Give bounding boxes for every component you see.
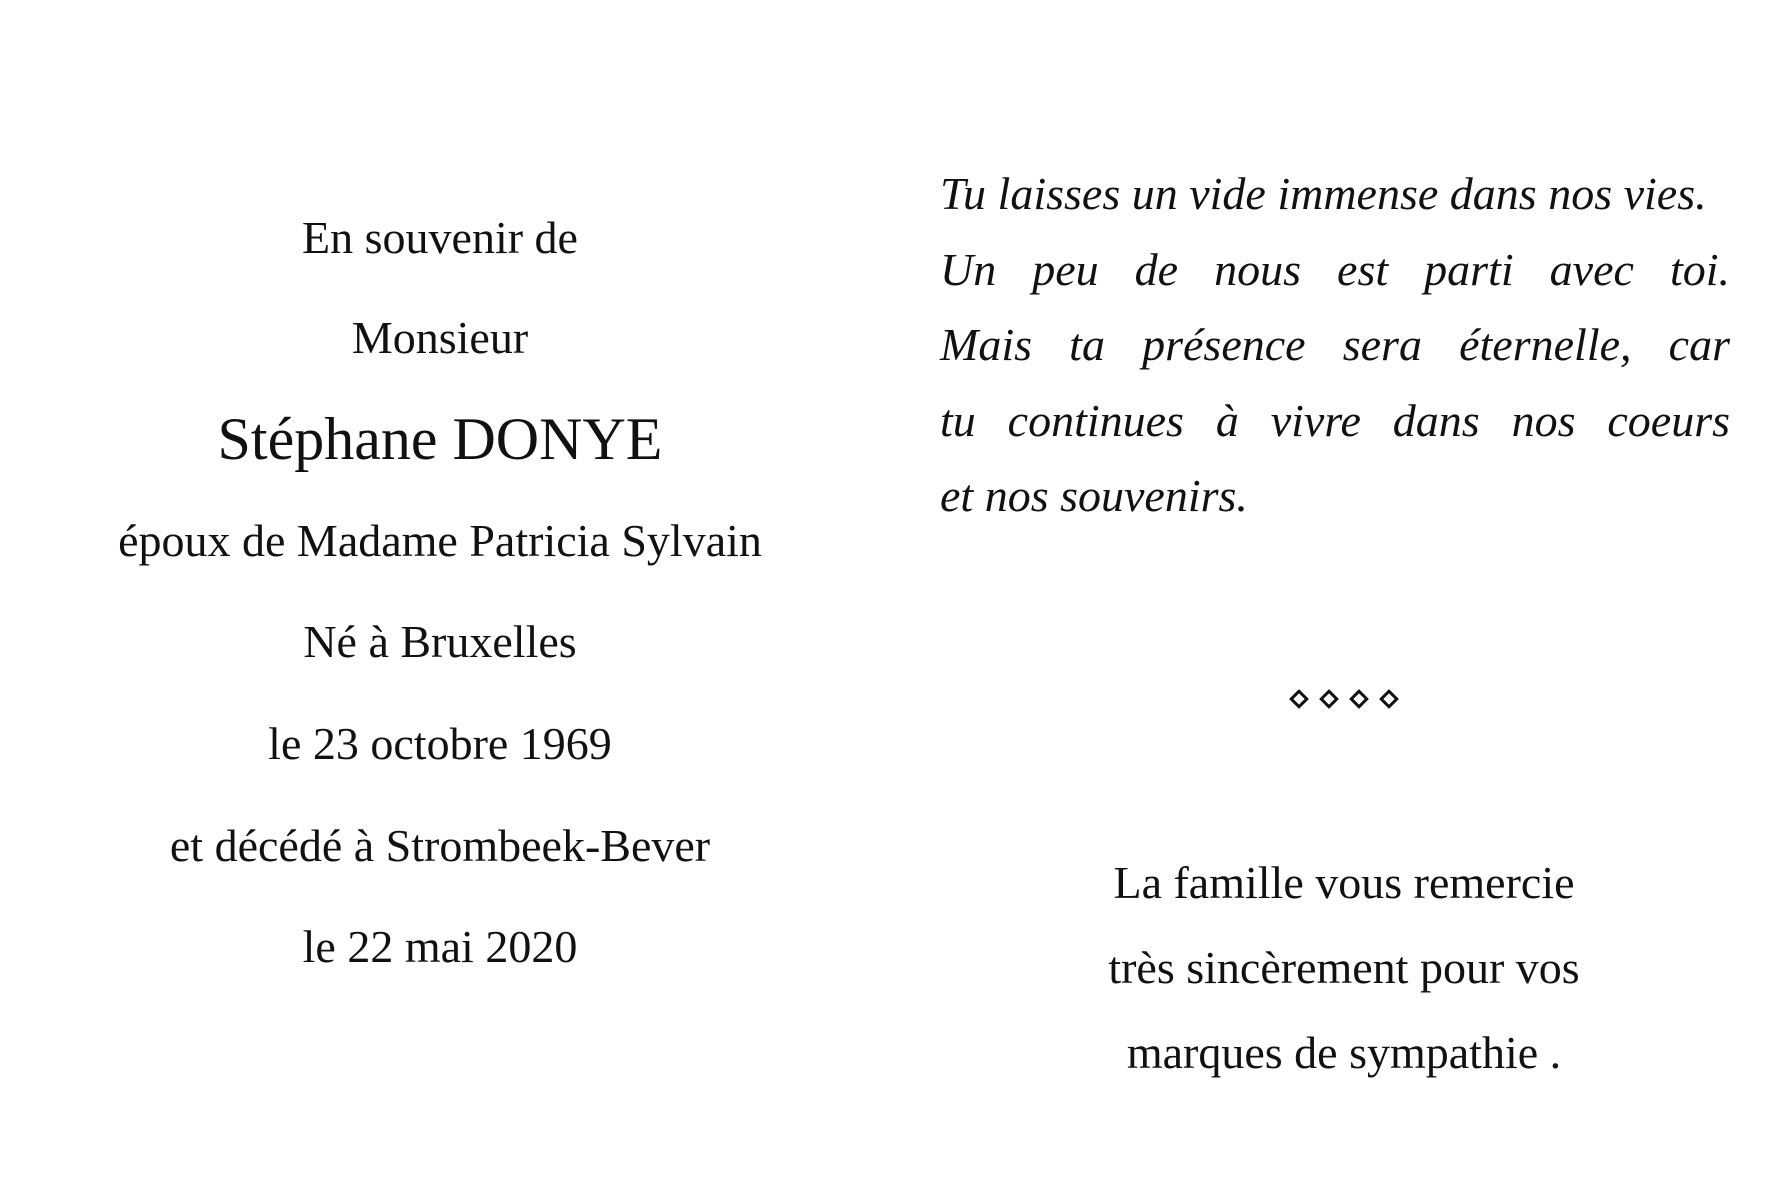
birth-place-text: Né à Bruxelles — [303, 616, 577, 667]
birth-date-text: le 23 octobre 1969 — [268, 718, 612, 769]
poem-line: et nos souvenirs. — [940, 470, 1248, 521]
deceased-name: Stéphane DONYE — [217, 406, 663, 472]
death-place-text: et décédé à Strombeek-Bever — [169, 820, 711, 871]
poem-line: Un peu de nous est parti avec toi. — [940, 244, 1730, 295]
poem-line: Mais ta présence sera éternelle, car — [940, 319, 1730, 370]
title-text: Monsieur — [351, 312, 529, 363]
death-date-text: le 22 mai 2020 — [302, 921, 578, 972]
diamond-icon — [1289, 689, 1309, 709]
poem-panel — [940, 0, 1750, 1181]
poem-line: tu continues à vivre dans nos coeurs — [940, 395, 1730, 446]
thanks-line: très sincèrement pour vos — [1108, 942, 1580, 993]
poem-line: Tu laisses un vide immense dans nos vies. — [940, 168, 1707, 219]
memorial-panel — [60, 0, 820, 1181]
thanks-line: marques de sympathie . — [1126, 1027, 1562, 1078]
diamond-icon — [1379, 689, 1399, 709]
diamond-icon — [1349, 689, 1369, 709]
diamond-ornament — [940, 692, 1748, 706]
intro-text: En souvenir de — [302, 212, 578, 263]
diamond-icon — [1319, 689, 1339, 709]
thanks-line: La famille vous remercie — [1113, 857, 1575, 908]
spouse-text: époux de Madame Patricia Sylvain — [118, 515, 762, 566]
